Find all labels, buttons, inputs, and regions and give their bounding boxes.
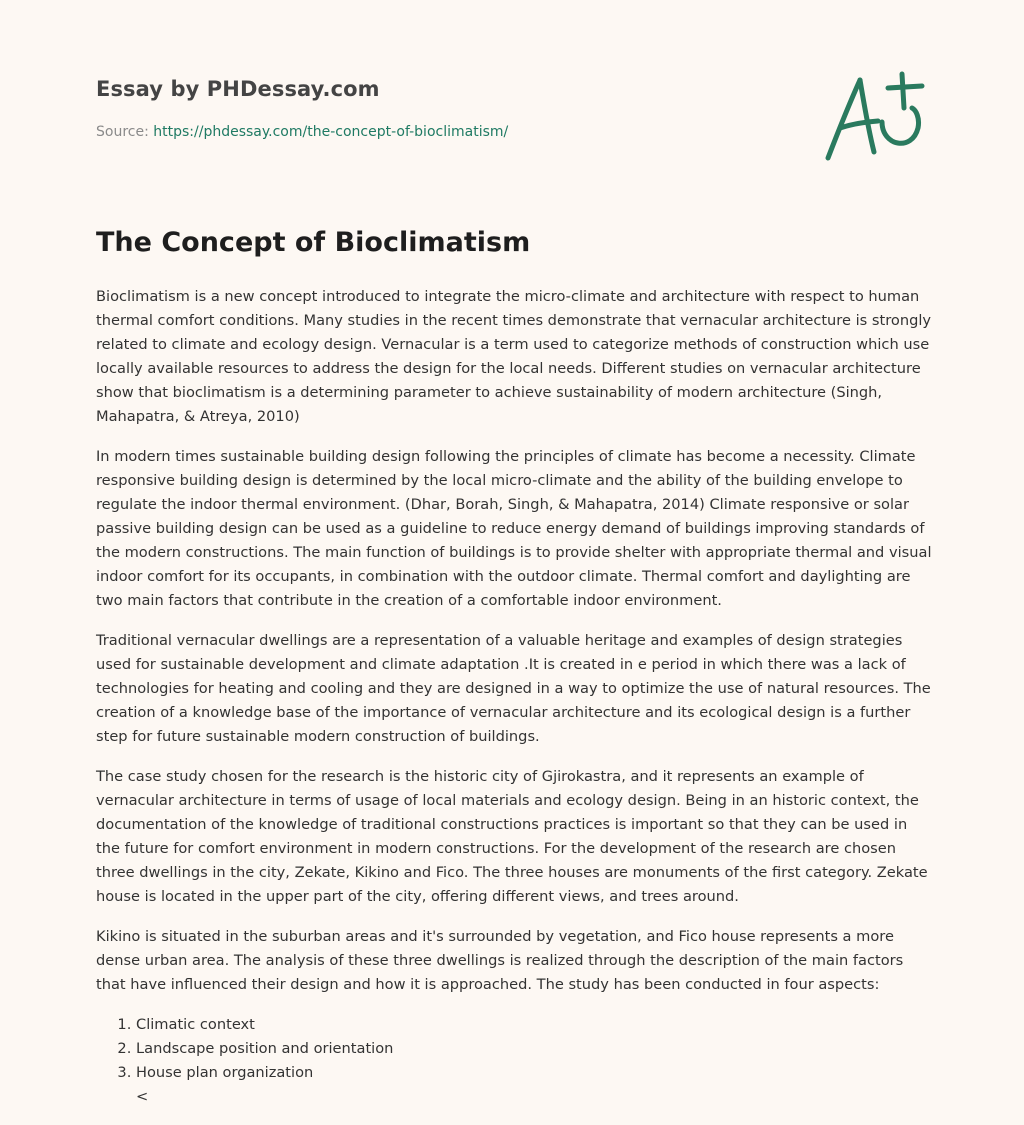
- list-item: 1. Climatic context: [136, 1013, 932, 1037]
- paragraph: In modern times sustainable building design following the principles of climate has become a necessity. Climate responsive building design is determined by the local micro-climate and the ability of the building envelope to regulate the indoor thermal environment. (Dhar, Borah, Singh, & Mahapatra, 2014) Climate responsive or solar passive building design can be used as a guideline to reduce energy demand of buildings improving standards of the modern constructions. The main function of buildings is to provide shelter with appropriate thermal and visual indoor comfort for its occupants, in combination with the outdoor climate. Thermal comfort and daylighting are two main factors that contribute in the creation of a comfortable indoor environment.: [96, 448, 932, 609]
- list-item: 2. Landscape position and orientation: [136, 1037, 932, 1061]
- paragraph: The case study chosen for the research is the historic city of Gjirokastra, and it represents an example of vernacular architecture in terms of usage of local materials and ecology design. Being in an historic context, the documentation of the knowledge of traditional constructions practices is important so that they can be used in the future for comfort environment in modern constructions. For the development of the research are chosen three dwellings in the city, Zekate, Kikino and Fico. The three houses are monuments of the first category. Zekate house is located in the upper part of the city, offering different views, and trees around.: [96, 768, 928, 905]
- list-item: 3. House plan organization: [136, 1061, 932, 1085]
- article-body: [96, 285, 932, 1125]
- paragraph: Bioclimatism is a new concept introduced to integrate the micro-climate and architecture with respect to human thermal comfort conditions. Many studies in the recent times demonstrate that vernacular architecture is strongly related to climate and ecology design. Vernacular is a term used to categorize methods of construction which use locally available resources to address the design for the local needs. Different studies on vernacular architecture show that bioclimatism is a determining parameter to achieve sustainability of modern architecture (Singh, Mahapatra, & Atreya, 2010): [96, 288, 932, 425]
- trailing-fragment: <: [136, 1088, 149, 1105]
- aspects-list: [96, 1013, 932, 1085]
- source-line: [96, 124, 508, 140]
- source-label: Source:: [96, 124, 154, 140]
- paragraph: Traditional vernacular dwellings are a representation of a valuable heritage and examples of design strategies used for sustainable development and climate adaptation .It is created in e period in which there was a lack of technologies for heating and cooling and they are designed in a way to optimize the use of natural resources. The creation of a knowledge base of the importance of vernacular architecture and its ecological design is a further step for future sustainable modern construction of buildings.: [96, 632, 931, 745]
- source-link[interactable]: https://phdessay.com/the-concept-of-bioclimatism/: [153, 124, 509, 140]
- page-title: The Concept of Bioclimatism: [96, 227, 531, 258]
- paragraph: Kikino is situated in the suburban areas and it's surrounded by vegetation, and Fico house represents a more dense urban area. The analysis of these three dwellings is realized through the description of the main factors that have influenced their design and how it is approached. The study has been conducted in four aspects:: [96, 928, 904, 993]
- brand-title: Essay by PHDessay.com: [96, 77, 380, 101]
- a-plus-logo-icon: [824, 68, 928, 164]
